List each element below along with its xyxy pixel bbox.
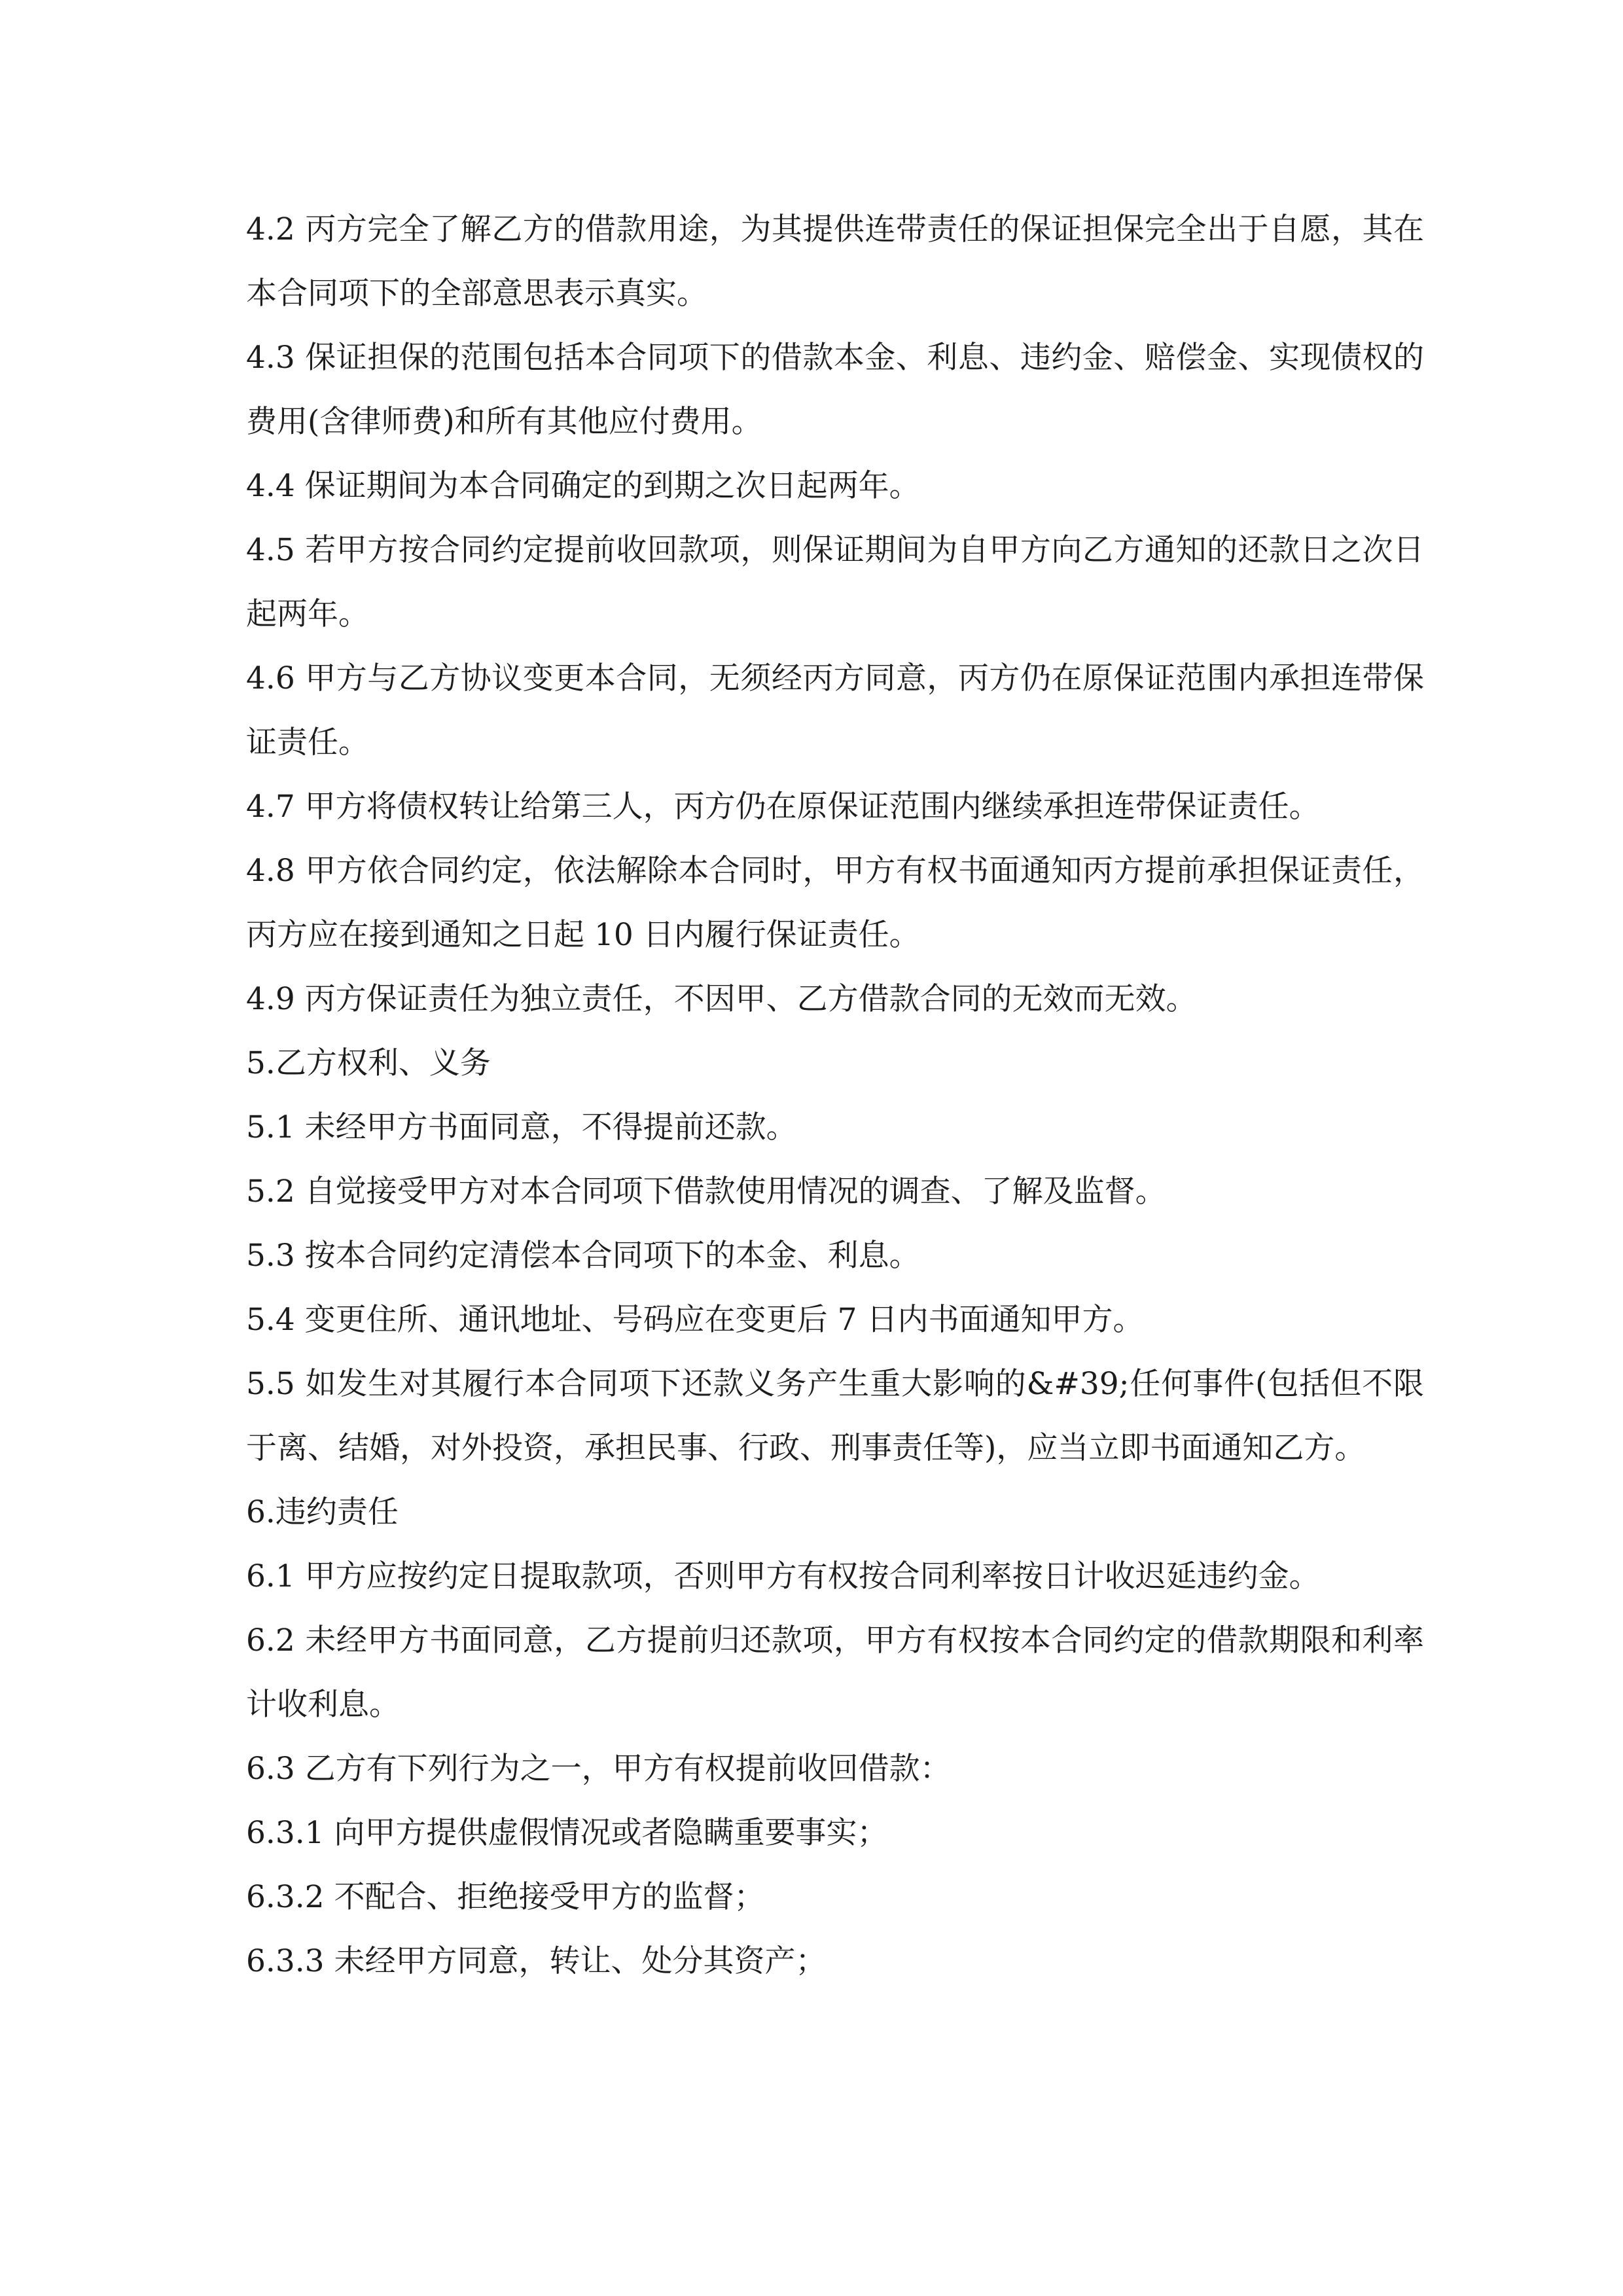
clause-6-3-1: 6.3.1 向甲方提供虚假情况或者隐瞒重要事实； <box>246 1815 888 1851</box>
clause-5-4: 5.4 变更住所、通讯地址、号码应在变更后 7 日内书面通知甲方。 <box>246 1302 1144 1338</box>
clause-6-3-2: 6.3.2 不配合、拒绝接受甲方的监督； <box>246 1879 765 1915</box>
clause-6-2: 6.2 未经甲方书面同意，乙方提前归还款项，甲方有权按本合同约定的借款期限和利率计收利息。 <box>246 1623 1424 1723</box>
clause-4-4: 4.4 保证期间为本合同确定的到期之次日起两年。 <box>246 468 920 504</box>
clause-4-6: 4.6 甲方与乙方协议变更本合同，无须经丙方同意，丙方仍在原保证范围内承担连带保证责任。 <box>246 660 1424 761</box>
clause-5-5: 5.5 如发生对其履行本合同项下还款义务产生重大影响的&#39;任何事件(包括但不限于离、结婚，对外投资，承担民事、行政、刑事责任等)，应当立即书面通知乙方。 <box>246 1366 1424 1466</box>
clause-6-3-3: 6.3.3 未经甲方同意，转让、处分其资产； <box>246 1943 827 1979</box>
clause-4-9: 4.9 丙方保证责任为独立责任，不因甲、乙方借款合同的无效而无效。 <box>246 981 1197 1017</box>
clause-4-7: 4.7 甲方将债权转让给第三人，丙方仍在原保证范围内继续承担连带保证责任。 <box>246 789 1320 825</box>
clause-5-2: 5.2 自觉接受甲方对本合同项下借款使用情况的调查、了解及监督。 <box>246 1174 1166 1210</box>
section-5-heading: 5.乙方权利、义务 <box>246 1045 491 1081</box>
clause-5-3: 5.3 按本合同约定清偿本合同项下的本金、利息。 <box>246 1238 920 1274</box>
clause-4-5: 4.5 若甲方按合同约定提前收回款项，则保证期间为自甲方向乙方通知的还款日之次日起两年。 <box>246 532 1424 632</box>
clause-4-2: 4.2 丙方完全了解乙方的借款用途，为其提供连带责任的保证担保完全出于自愿，其在本合同项下的全部意思表示真实。 <box>246 211 1424 312</box>
clause-4-3: 4.3 保证担保的范围包括本合同项下的借款本金、利息、违约金、赔偿金、实现债权的费用(含律师费)和所有其他应付费用。 <box>246 340 1424 440</box>
clause-4-8: 4.8 甲方依合同约定，依法解除本合同时，甲方有权书面通知丙方提前承担保证责任，丙方应在接到通知之日起 10 日内履行保证责任。 <box>246 853 1424 953</box>
clause-6-1: 6.1 甲方应按约定日提取款项，否则甲方有权按合同利率按日计收迟延违约金。 <box>246 1558 1320 1594</box>
document-body <box>246 198 1424 1994</box>
clause-5-1: 5.1 未经甲方书面同意，不得提前还款。 <box>246 1109 797 1145</box>
section-6-heading: 6.违约责任 <box>246 1494 399 1530</box>
clause-6-3: 6.3 乙方有下列行为之一，甲方有权提前收回借款： <box>246 1751 951 1787</box>
